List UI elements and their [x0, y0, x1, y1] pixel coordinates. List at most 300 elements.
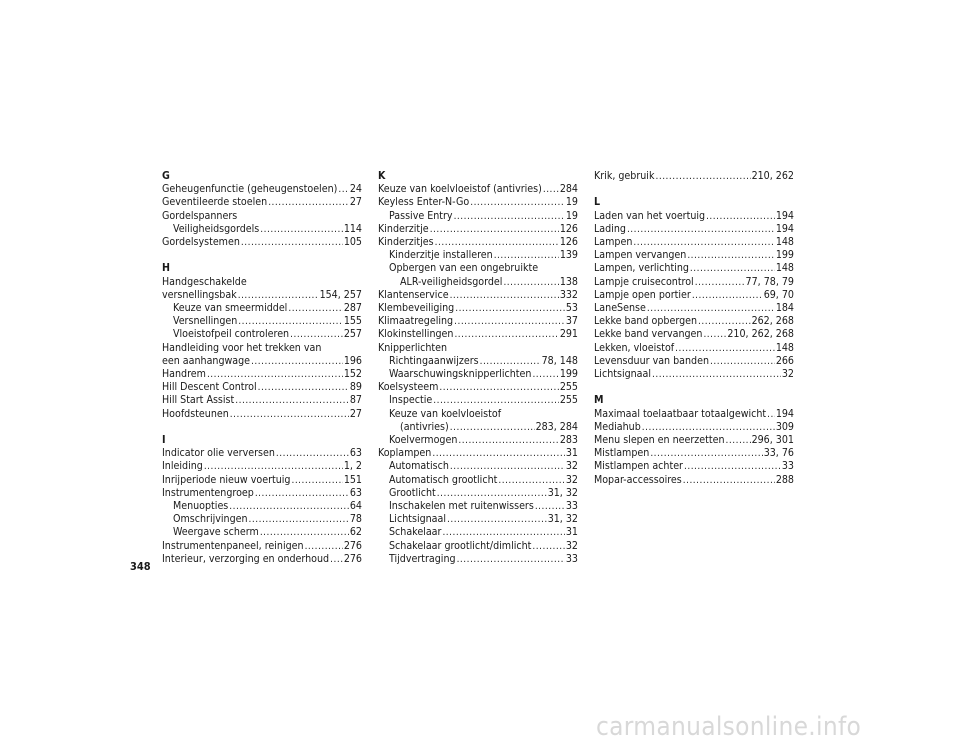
index-entry — [162, 408, 362, 421]
index-entry — [162, 223, 362, 236]
entry-page: 126 — [559, 236, 578, 248]
index-entry — [594, 302, 794, 315]
entry-text: Hill Start Assist — [162, 394, 235, 407]
entry-page: 199 — [559, 368, 578, 381]
entry-page: 53 — [565, 302, 578, 315]
entry-text: ALR-veiligheidsgordel — [400, 275, 503, 288]
leader-dots — [238, 289, 319, 302]
leader-dots — [470, 196, 565, 209]
leader-dots — [457, 553, 565, 566]
leader-dots — [726, 434, 751, 447]
entry-page: 32 — [565, 539, 578, 552]
index-column-2 — [378, 170, 578, 579]
index-entry — [378, 526, 578, 539]
leader-dots — [338, 183, 349, 196]
leader-dots — [690, 262, 775, 275]
section-letter: G — [162, 170, 170, 182]
entry-page: 69, 70 — [763, 288, 794, 301]
entry-text: Koelsysteem — [378, 381, 439, 394]
index-column-3 — [594, 170, 794, 500]
entry-page: 196 — [343, 354, 362, 367]
entry-text: Lampje open portier — [594, 288, 691, 301]
index-entry — [162, 526, 362, 539]
entry-text: Indicator olie verversen — [162, 447, 275, 460]
entry-text: Instrumentenpaneel, reinigen — [162, 539, 304, 552]
leader-dots — [652, 368, 781, 381]
index-entry — [594, 368, 794, 381]
index-entry — [378, 460, 578, 473]
entry-text: Gordelspanners — [162, 209, 238, 222]
leader-dots — [258, 381, 349, 394]
entry-page: 32 — [565, 473, 578, 486]
entry-text: Automatisch grootlicht — [389, 473, 498, 486]
entry-page: 151 — [343, 473, 362, 486]
index-entry — [378, 487, 578, 500]
index-entry — [162, 474, 362, 487]
entry-page: 210, 262, 268 — [727, 328, 794, 341]
entry-text: Kinderzitje — [378, 222, 429, 235]
index-entry — [378, 289, 578, 302]
entry-text: Inspectie — [389, 394, 433, 407]
index-heading — [378, 342, 578, 355]
leader-dots — [503, 276, 558, 289]
index-heading — [378, 408, 578, 421]
entry-page: 210, 262 — [751, 170, 794, 182]
index-entry — [162, 460, 362, 473]
index-entry — [378, 302, 578, 315]
entry-text: Mopar-accessoires — [594, 473, 682, 486]
index-entry — [378, 368, 578, 381]
entry-page: 283 — [559, 434, 578, 447]
index-section — [594, 196, 794, 381]
index-entry — [162, 315, 362, 328]
entry-page: 283, 284 — [535, 420, 578, 433]
entry-text: Handrem — [162, 368, 206, 380]
entry-text: Handleiding voor het trekken van — [162, 341, 322, 354]
entry-text: Weergave scherm — [173, 526, 259, 539]
entry-text: Klimaatregeling — [378, 315, 454, 328]
index-entry — [378, 236, 578, 249]
entry-page: 194 — [775, 222, 794, 235]
index-entry — [594, 434, 794, 447]
index-heading — [162, 210, 362, 223]
leader-dots — [204, 460, 343, 473]
entry-page: 24 — [349, 183, 362, 196]
entry-page: 33 — [781, 460, 794, 473]
entry-text: Lading — [594, 222, 626, 235]
entry-page: 33 — [565, 552, 578, 565]
entry-text: Schakelaar grootlicht/dimlicht — [389, 539, 532, 552]
entry-page: 309 — [775, 420, 794, 433]
index-entry — [162, 236, 362, 249]
entry-text: Mistlampen — [594, 447, 650, 460]
index-section — [162, 262, 362, 420]
section-letter: L — [594, 196, 601, 209]
entry-page: 31 — [565, 447, 578, 460]
section-letter: I — [162, 434, 166, 446]
entry-text: Interieur, verzorging en onderhoud — [162, 552, 330, 565]
entry-text: Opbergen van een ongebruikte — [389, 262, 539, 275]
entry-text: Laden van het voertuig — [594, 209, 706, 222]
entry-page: 62 — [349, 526, 362, 539]
index-entry — [162, 183, 362, 196]
index-section — [594, 394, 794, 486]
entry-page: 262, 268 — [751, 315, 794, 328]
leader-dots — [260, 526, 349, 539]
leader-dots — [480, 355, 541, 368]
entry-page: 105 — [343, 236, 362, 248]
leader-dots — [532, 368, 558, 381]
leader-dots — [458, 434, 558, 447]
index-entry — [162, 381, 362, 394]
entry-text: Grootlicht — [389, 486, 436, 499]
leader-dots — [249, 513, 349, 526]
entry-page: 194 — [775, 209, 794, 222]
index-entry — [162, 487, 362, 500]
index-entry — [378, 394, 578, 407]
leader-dots — [675, 342, 775, 355]
entry-page: 87 — [349, 394, 362, 407]
index-heading — [162, 342, 362, 355]
entry-page: 287 — [343, 301, 362, 314]
leader-dots — [442, 526, 564, 539]
entry-page: 27 — [349, 196, 362, 209]
section-letter: M — [594, 394, 604, 407]
leader-dots — [235, 394, 349, 407]
entry-text: Lichtsignaal — [389, 513, 447, 526]
entry-text: Richtingaanwijzers — [389, 354, 479, 367]
index-entry — [378, 328, 578, 341]
entry-text: Keuze van koelvloeistof — [389, 407, 502, 420]
entry-page: 77, 78, 79 — [745, 275, 794, 288]
leader-dots — [276, 447, 349, 460]
leader-dots — [439, 381, 558, 394]
entry-page: 148 — [775, 262, 794, 275]
index-entry — [378, 381, 578, 394]
index-entry — [162, 394, 362, 407]
leader-dots — [435, 236, 559, 249]
leader-dots — [447, 513, 547, 526]
leader-dots — [532, 540, 564, 553]
entry-page: 126 — [559, 222, 578, 235]
index-entry — [378, 223, 578, 236]
index-entry — [378, 447, 578, 460]
index-entry — [162, 196, 362, 209]
entry-text: Versnellingen — [173, 315, 238, 328]
index-entry — [594, 170, 794, 183]
leader-dots — [633, 236, 774, 249]
leader-dots — [268, 196, 349, 209]
index-entry — [594, 474, 794, 487]
leader-dots — [255, 487, 349, 500]
leader-dots — [288, 302, 342, 315]
entry-text: versnellingsbak — [162, 288, 237, 301]
entry-page: 32 — [781, 368, 794, 381]
index-section — [162, 434, 362, 566]
entry-page: 148 — [775, 341, 794, 354]
entry-text: Veiligheidsgordels — [173, 222, 260, 235]
entry-text: een aanhangwage — [162, 354, 251, 367]
leader-dots — [432, 447, 565, 460]
leader-dots — [241, 236, 343, 249]
entry-text: Koelvermogen — [389, 434, 458, 447]
entry-text: Klembeveiliging — [378, 302, 455, 315]
leader-dots — [687, 249, 774, 262]
leader-dots — [494, 249, 559, 262]
index-entry — [594, 447, 794, 460]
entry-text: Hoofdsteunen — [162, 407, 229, 420]
watermark: carmanualsonline.info — [596, 712, 862, 742]
leader-dots — [650, 447, 762, 460]
entry-page: 37 — [565, 315, 578, 328]
entry-text: Menu slepen en neerzetten — [594, 434, 725, 446]
entry-page: 114 — [343, 222, 362, 235]
entry-page: 63 — [349, 447, 362, 460]
index-section — [594, 170, 794, 183]
leader-dots — [454, 315, 565, 328]
index-entry — [378, 434, 578, 447]
entry-text: Handgeschakelde — [162, 275, 247, 288]
entry-text: Passive Entry — [389, 209, 453, 222]
index-entry — [594, 223, 794, 236]
leader-dots — [535, 500, 565, 513]
index-entry — [378, 210, 578, 223]
entry-text: Klantenservice — [378, 288, 449, 301]
entry-page: 31 — [565, 526, 578, 539]
entry-page: 148 — [775, 235, 794, 248]
index-entry — [162, 500, 362, 513]
index-column-1 — [162, 170, 362, 579]
entry-text: Keyless Enter-N-Go — [378, 196, 470, 209]
entry-page: 257 — [343, 328, 362, 341]
index-entry — [594, 249, 794, 262]
leader-dots — [683, 474, 775, 487]
index-entry — [594, 460, 794, 473]
entry-page: 19 — [565, 196, 578, 209]
entry-text: Hill Descent Control — [162, 381, 257, 394]
entry-text: Mediahub — [594, 420, 641, 433]
entry-page: 291 — [559, 328, 578, 341]
entry-page: 276 — [343, 552, 362, 565]
leader-dots — [647, 302, 775, 315]
entry-text: Maximaal toelaatbaar totaalgewicht — [594, 407, 767, 420]
entry-page: 27 — [349, 407, 362, 420]
entry-page: 63 — [349, 486, 362, 499]
entry-page: 33 — [565, 500, 578, 513]
entry-text: Koplampen — [378, 447, 432, 460]
entry-text: Lampen — [594, 235, 633, 248]
entry-page: 1, 2 — [343, 460, 362, 473]
leader-dots — [330, 553, 343, 566]
entry-page: 152 — [343, 368, 362, 380]
index-entry — [162, 368, 362, 381]
entry-text: Inleiding — [162, 460, 203, 473]
leader-dots — [684, 460, 781, 473]
index-entry — [162, 289, 362, 302]
entry-text: Lekke band opbergen — [594, 315, 698, 328]
leader-dots — [455, 302, 565, 315]
leader-dots — [655, 170, 750, 183]
entry-page: 155 — [343, 315, 362, 328]
index-section — [378, 170, 578, 566]
entry-text: Vloeistofpeil controleren — [173, 328, 290, 341]
entry-text: Instrumentengroep — [162, 486, 254, 499]
page-number: 348 — [130, 560, 151, 573]
entry-text: Klokinstellingen — [378, 328, 454, 341]
index-entry — [594, 342, 794, 355]
entry-page: 184 — [775, 302, 794, 314]
entry-page: 296, 301 — [751, 434, 794, 446]
entry-text: Lekken, vloeistof — [594, 341, 675, 354]
index-entry — [594, 210, 794, 223]
index-entry — [594, 421, 794, 434]
entry-text: Automatisch — [389, 460, 449, 473]
leader-dots — [454, 210, 565, 223]
entry-text: (antivries) — [400, 420, 449, 433]
entry-text: Lekke band vervangen — [594, 328, 703, 341]
leader-dots — [692, 289, 763, 302]
entry-page: 138 — [559, 275, 578, 288]
entry-text: Inrijperiode nieuw voertuig — [162, 473, 291, 486]
leader-dots — [430, 223, 559, 236]
entry-page: 31, 32 — [547, 513, 578, 526]
index-entry — [378, 421, 578, 434]
entry-page: 89 — [349, 381, 362, 394]
leader-dots — [543, 183, 559, 196]
entry-text: Knipperlichten — [378, 341, 448, 354]
leader-dots — [695, 276, 745, 289]
leader-dots — [229, 500, 349, 513]
entry-text: Gordelsystemen — [162, 236, 240, 248]
index-entry — [378, 355, 578, 368]
entry-page: 64 — [349, 500, 362, 512]
entry-page: 255 — [559, 381, 578, 394]
entry-text: Mistlampen achter — [594, 460, 683, 473]
index-entry — [378, 276, 578, 289]
leader-dots — [251, 355, 343, 368]
leader-dots — [450, 421, 535, 434]
index-entry — [378, 553, 578, 566]
entry-text: Geventileerde stoelen — [162, 196, 268, 209]
index-entry — [594, 328, 794, 341]
index-heading — [162, 276, 362, 289]
entry-text: Krik, gebruik — [594, 170, 655, 182]
entry-text: Omschrijvingen — [173, 513, 248, 526]
entry-page: 284 — [559, 183, 578, 196]
index-entry — [594, 262, 794, 275]
entry-page: 194 — [775, 407, 794, 420]
leader-dots — [698, 315, 751, 328]
index-entry — [162, 513, 362, 526]
entry-page: 199 — [775, 249, 794, 262]
entry-page: 332 — [559, 288, 578, 301]
index-entry — [378, 474, 578, 487]
index-entry — [378, 513, 578, 526]
entry-text: Tijdvertraging — [389, 552, 456, 565]
leader-dots — [207, 368, 343, 381]
leader-dots — [305, 540, 343, 553]
leader-dots — [291, 474, 342, 487]
index-entry — [378, 315, 578, 328]
index-entry — [162, 540, 362, 553]
entry-page: 31, 32 — [547, 486, 578, 499]
index-entry — [378, 183, 578, 196]
entry-page: 276 — [343, 539, 362, 552]
leader-dots — [230, 408, 349, 421]
index-entry — [594, 289, 794, 302]
entry-page: 139 — [559, 249, 578, 262]
leader-dots — [260, 223, 343, 236]
entry-text: Lichtsignaal — [594, 368, 652, 381]
entry-page: 255 — [559, 394, 578, 407]
index-entry — [378, 540, 578, 553]
leader-dots — [454, 328, 558, 341]
index-entry — [378, 500, 578, 513]
index-entry — [378, 249, 578, 262]
leader-dots — [450, 289, 559, 302]
index-entry — [594, 236, 794, 249]
leader-dots — [498, 474, 565, 487]
leader-dots — [710, 355, 775, 368]
entry-text: Levensduur van banden — [594, 354, 710, 367]
entry-page: 32 — [565, 460, 578, 473]
index-section — [162, 170, 362, 249]
entry-page: 154, 257 — [319, 288, 362, 301]
entry-text: Lampje cruisecontrol — [594, 275, 694, 288]
entry-text: Keuze van koelvloeistof (antivries) — [378, 183, 542, 196]
leader-dots — [290, 328, 343, 341]
leader-dots — [433, 394, 559, 407]
section-letter: K — [378, 170, 386, 182]
entry-text: Lampen vervangen — [594, 249, 687, 262]
index-entry — [594, 276, 794, 289]
leader-dots — [437, 487, 547, 500]
leader-dots — [706, 210, 775, 223]
entry-text: Keuze van smeermiddel — [173, 301, 288, 314]
entry-text: Geheugenfunctie (geheugenstoelen) — [162, 183, 338, 196]
entry-text: LaneSense — [594, 302, 646, 314]
entry-text: Lampen, verlichting — [594, 262, 689, 275]
entry-text: Kinderzitje installeren — [389, 249, 493, 262]
entry-page: 19 — [565, 209, 578, 222]
entry-text: Menuopties — [173, 500, 229, 512]
index-entry — [162, 447, 362, 460]
leader-dots — [627, 223, 775, 236]
index-entry — [594, 315, 794, 328]
leader-dots — [450, 460, 565, 473]
index-entry — [162, 328, 362, 341]
entry-text: Inschakelen met ruitenwissers — [389, 500, 534, 513]
index-entry — [378, 196, 578, 209]
entry-text: Kinderzitjes — [378, 236, 434, 248]
index-entry — [162, 302, 362, 315]
entry-page: 266 — [775, 354, 794, 367]
entry-text: Schakelaar — [389, 526, 442, 539]
index-entry — [594, 355, 794, 368]
entry-page: 288 — [775, 473, 794, 486]
index-heading — [378, 262, 578, 275]
index-entry — [162, 355, 362, 368]
entry-text: Waarschuwingsknipperlichten — [389, 368, 532, 381]
leader-dots — [767, 408, 775, 421]
index-entry — [162, 553, 362, 566]
leader-dots — [642, 421, 775, 434]
entry-page: 78, 148 — [541, 354, 578, 367]
leader-dots — [703, 328, 726, 341]
entry-page: 78 — [349, 513, 362, 526]
entry-page: 33, 76 — [763, 447, 794, 460]
section-letter: H — [162, 262, 170, 275]
